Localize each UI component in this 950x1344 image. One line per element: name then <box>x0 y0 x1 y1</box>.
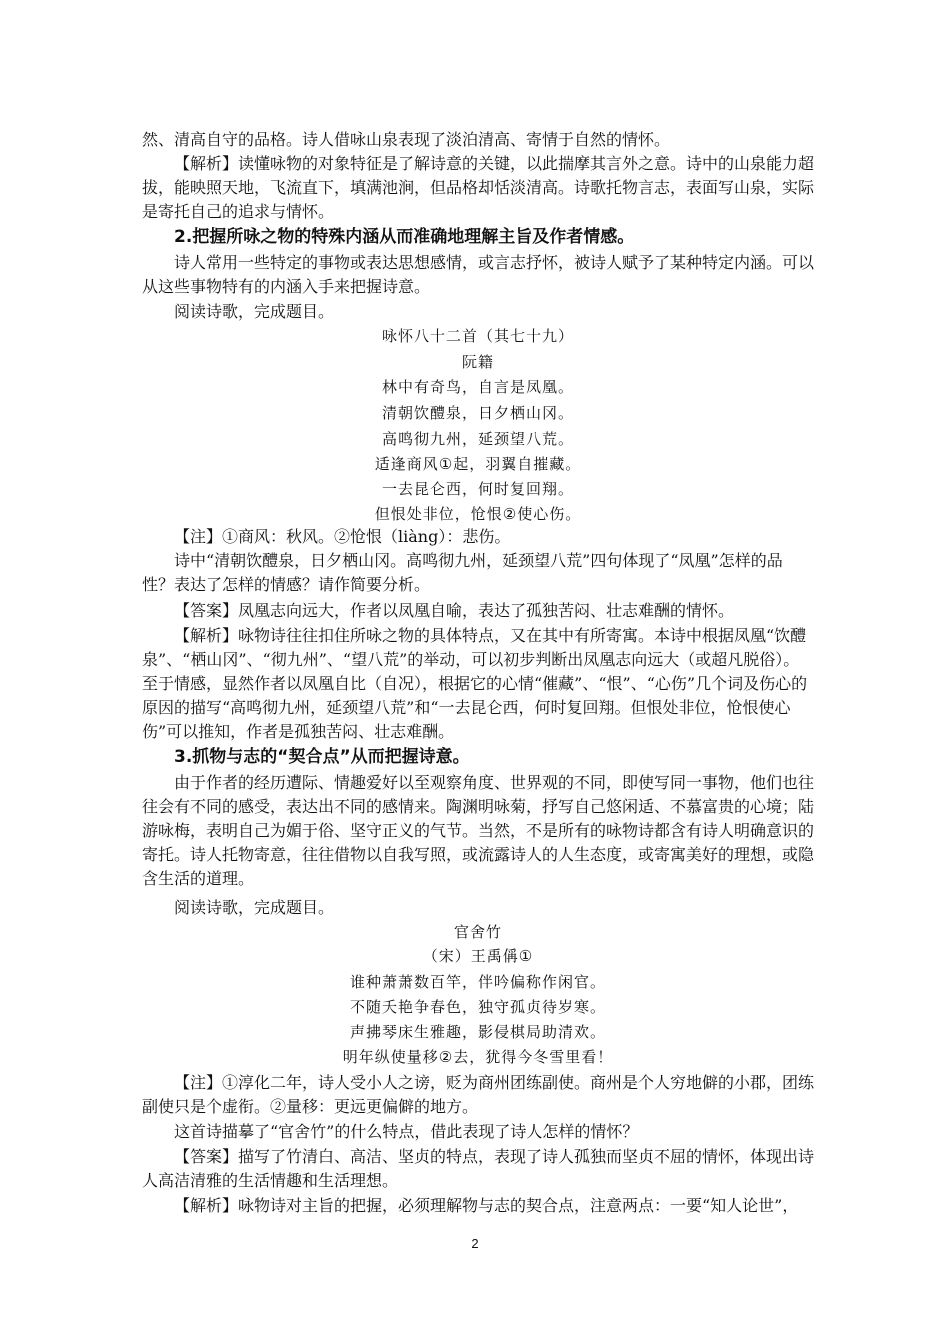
poem-line: 明年纵使量移②去，犹得今冬雪里看！ <box>342 1048 614 1066</box>
section-2-intro: 诗人常用一些特定的事物或表达思想感情，或言志抒怀，被诗人赋予了某种特定内涵。可以从这些事物特有的内涵入手来把握诗意。 <box>142 253 815 296</box>
poem-line: 但恨处非位，怆恨②使心伤。 <box>374 505 582 523</box>
intro-paragraph: 然、清高自守的品格。诗人借咏山泉表现了淡泊清高、寄情于自然的情怀。 <box>142 130 671 149</box>
poem-line: 声拂琴床生雅趣，影侵棋局助清欢。 <box>349 1023 606 1041</box>
poem-note: 【注】①淳化二年，诗人受小人之谤，贬为商州团练副使。商州是个人穷地僻的小郡，团练副使只是个虚衔。②量移：更远更偏僻的地方。 <box>142 1073 815 1116</box>
question: 诗中“清朝饮醴泉，日夕栖山冈。高鸣彻九州，延颈望八荒”四句体现了“凤凰”怎样的品性？表达了怎样的情感？请作简要分析。 <box>142 551 783 594</box>
reading-instruction: 阅读诗歌，完成题目。 <box>174 898 335 917</box>
reading-instruction: 阅读诗歌，完成题目。 <box>174 302 335 321</box>
poem-line: 清朝饮醴泉，日夕栖山冈。 <box>381 404 574 422</box>
answer: 【答案】凤凰志向远大，作者以凤凰自喻，表达了孤独苦闷、壮志难酬的情怀。 <box>174 601 735 620</box>
page-number: 2 <box>471 1236 479 1251</box>
analysis: 【解析】咏物诗往往扣住所咏之物的具体特点，又在其中有所寄寓。本诗中根据凤凰“饮醴泉”、“栖山冈”、“彻九州”、“望八荒”的举动，可以初步判断出凤凰志向远大（或超凡脱俗）。至于情感，显然作者以凤凰自比（自况），根据它的心情“催藏”、“恨”、“心伤”几个词及伤心的原因的描写“高鸣彻九州，延颈望八荒”和“一去昆仑西，何时复回翔。但恨处非位，怆恨使心伤”可以推知，作者是孤独苦闷、壮志难酬。 <box>142 626 808 741</box>
answer: 【答案】描写了竹清白、高洁、坚贞的特点，表现了诗人孤独而坚贞不屈的情怀，体现出诗人高洁清雅的生活情趣和生活理想。 <box>142 1147 815 1190</box>
section-3-heading: 3.抓物与志的“契合点”从而把握诗意。 <box>174 747 470 767</box>
poem-title: 咏怀八十二首（其七十九） <box>381 327 574 345</box>
section-2-heading: 2.把握所咏之物的特殊内涵从而准确地理解主旨及作者情感。 <box>174 227 635 247</box>
poem-line: 不随夭艳争春色，独守孤贞待岁寒。 <box>349 998 606 1016</box>
poem-line: 高鸣彻九州，延颈望八荒。 <box>381 430 574 448</box>
poem-author: 阮籍 <box>461 353 494 371</box>
analysis: 【解析】咏物诗对主旨的把握，必须理解物与志的契合点，注意两点：一要“知人论世”， <box>174 1196 799 1215</box>
section-3-intro: 由于作者的经历遭际、情趣爱好以至观察角度、世界观的不同，即使写同一事物，他们也往往会有不同的感受，表达出不同的感情来。陶渊明咏菊，抒写自己悠闲适、不慕富贵的心境；陆游咏梅，表明自己为媚于俗、坚守正义的气节。当然，不是所有的咏物诗都含有诗人明确意识的寄托。诗人托物寄意，往往借物以自我写照，或流露诗人的人生态度，或寄寓美好的理想，或隐含生活的道理。 <box>142 773 815 888</box>
poem-author: （宋）王禹偁① <box>422 947 534 965</box>
question: 这首诗描摹了“官舍竹”的什么特点，借此表现了诗人怎样的情怀？ <box>174 1122 639 1141</box>
poem-line: 适逢商风①起，羽翼自摧藏。 <box>374 455 582 473</box>
poem-line: 林中有奇鸟，自言是凤凰。 <box>381 378 574 396</box>
intro-analysis: 【解析】读懂咏物的对象特征是了解诗意的关键，以此揣摩其言外之意。诗中的山泉能力超拔，能映照天地，飞流直下，填满池涧，但品格却恬淡清高。诗歌托物言志，表面写山泉，实际是寄托自己的追求与情怀。 <box>142 154 815 221</box>
poem-line: 一去昆仑西，何时复回翔。 <box>381 480 574 498</box>
poem-title: 官舍竹 <box>453 923 502 941</box>
poem-line: 谁种萧萧数百竿，伴吟偏称作闲官。 <box>349 973 606 991</box>
poem-note: 【注】①商风：秋风。②怆恨（liàng）：悲伤。 <box>174 527 511 546</box>
